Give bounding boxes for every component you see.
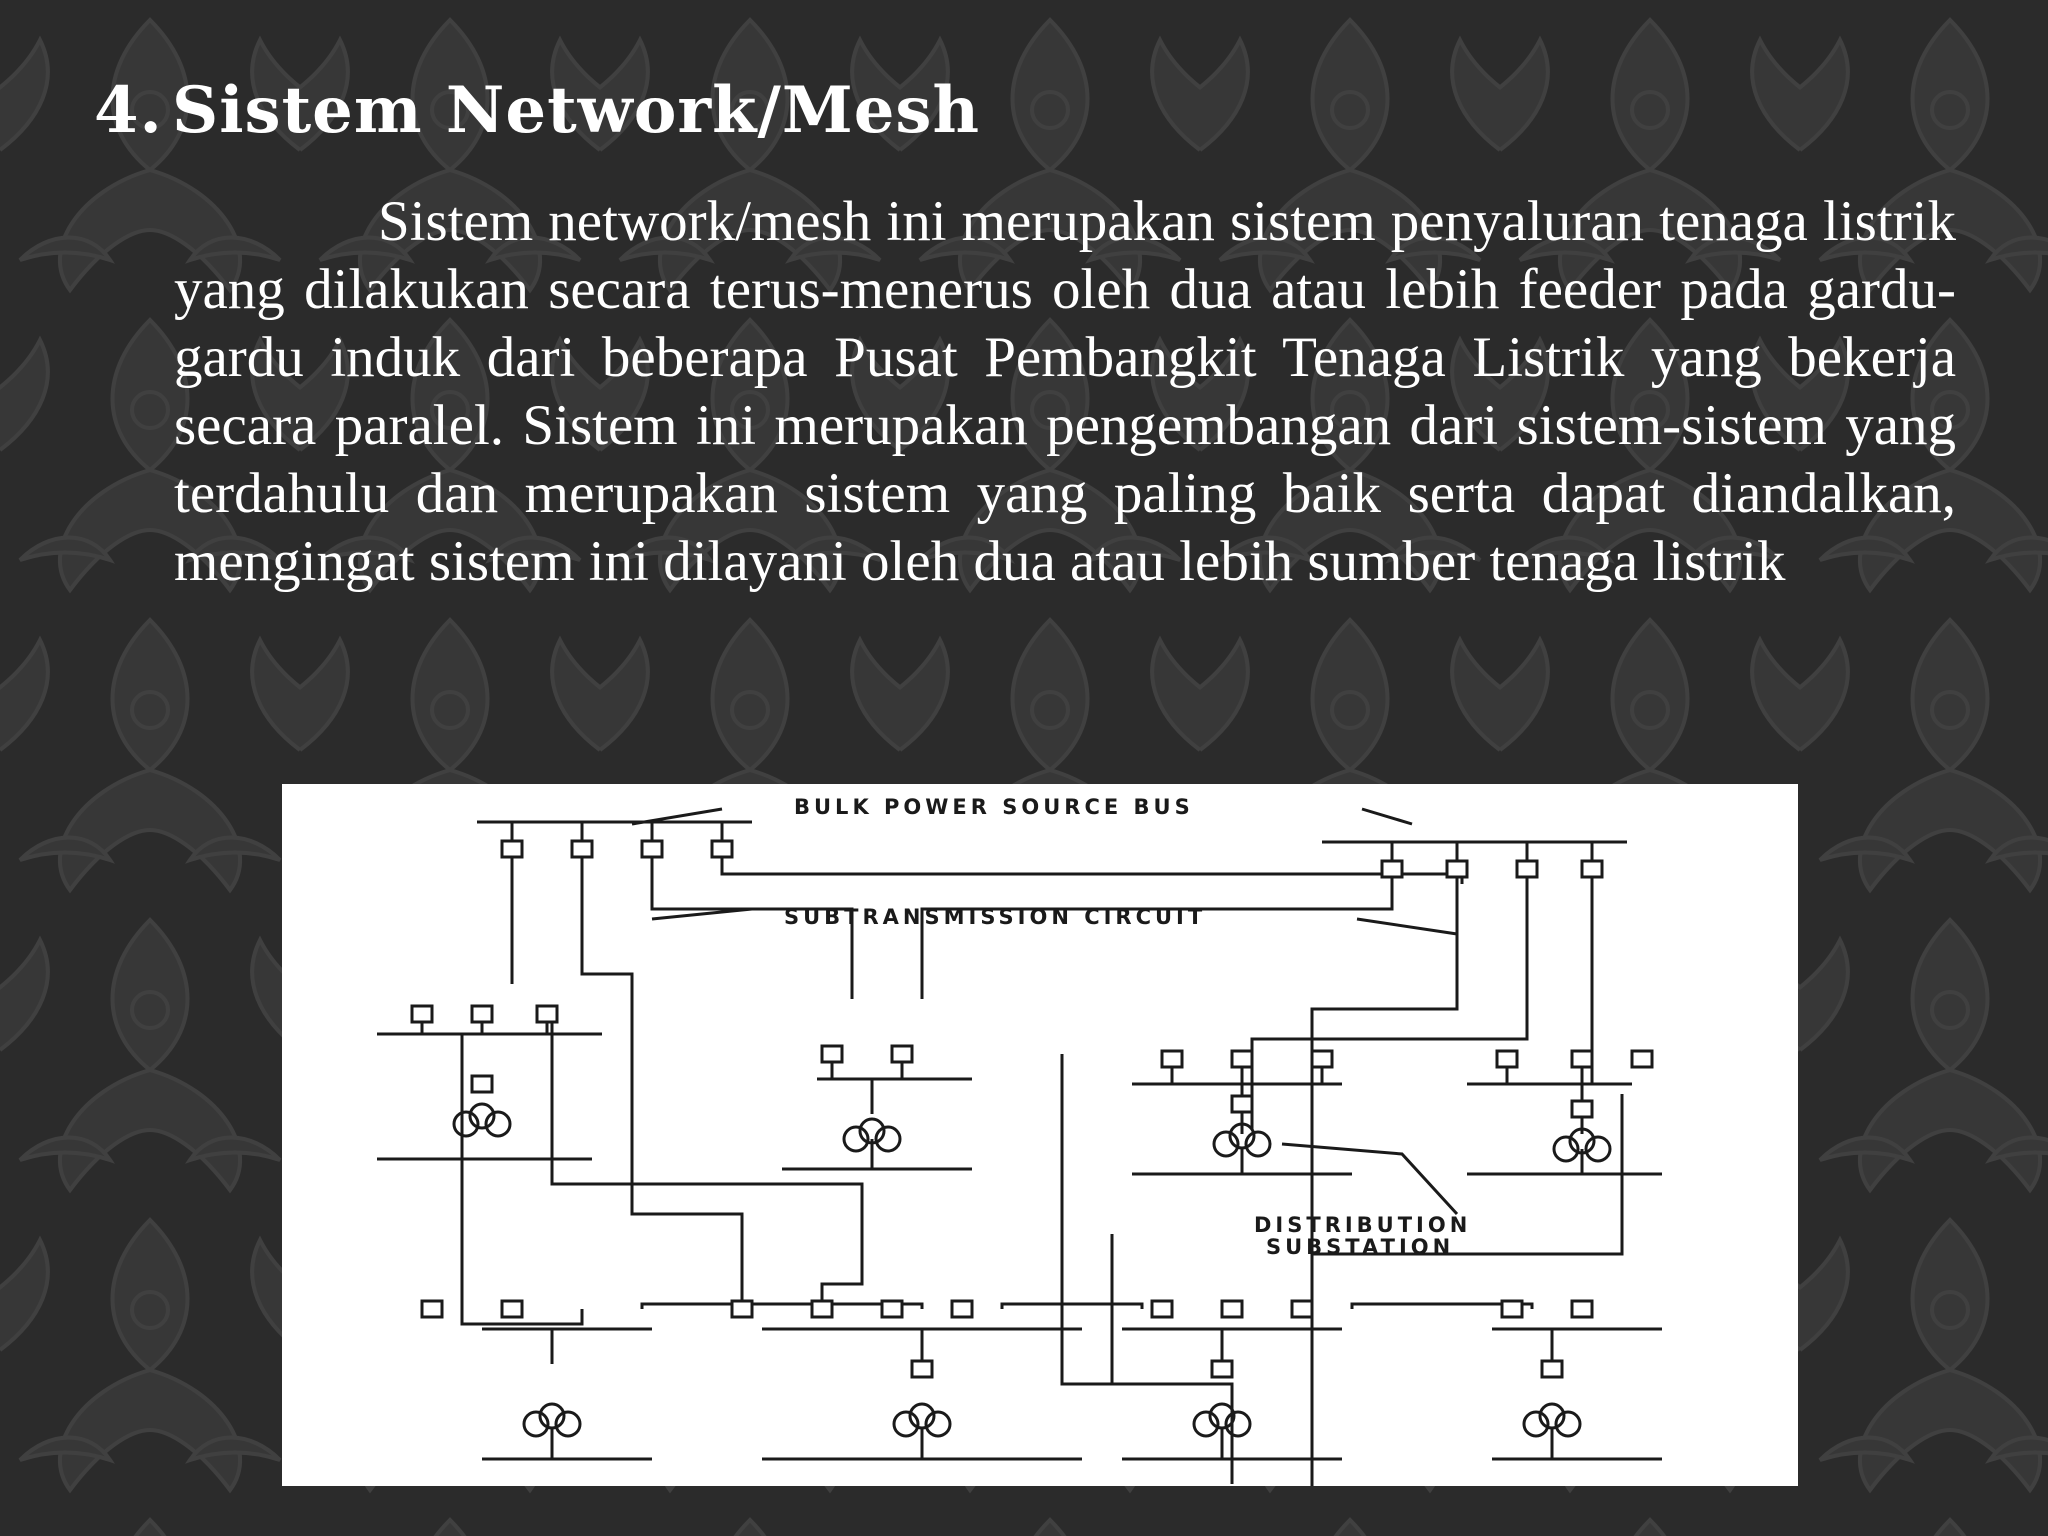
label-subtransmission-circuit: SUBTRANSMISSION CIRCUIT xyxy=(784,905,1207,929)
title-text: Sistem Network/Mesh xyxy=(172,73,980,148)
label-substation: SUBSTATION xyxy=(1266,1235,1455,1259)
label-bulk-power-source-bus: BULK POWER SOURCE BUS xyxy=(794,795,1194,819)
slide-title xyxy=(94,70,980,152)
network-mesh-diagram xyxy=(282,784,1798,1486)
label-distribution: DISTRIBUTION xyxy=(1254,1213,1472,1237)
diagram-drawing xyxy=(282,784,1798,1486)
title-number: 4. xyxy=(94,73,163,148)
body-paragraph: Sistem network/mesh ini merupakan sistem penyaluran tenaga listrik yang dilakukan secara terus-menerus oleh dua atau lebih feeder pada gardu-gardu induk dari beberapa Pusat Pembangkit Tenaga Listrik yang bekerja secara paralel. Sistem ini merupakan pengembangan dari sistem-sistem yang terdahulu dan merupakan sistem yang paling baik serta dapat diandalkan, mengingat sistem ini dilayani oleh dua atau lebih sumber tenaga listrik xyxy=(174,190,1956,593)
transformer-symbols xyxy=(454,1104,1610,1436)
